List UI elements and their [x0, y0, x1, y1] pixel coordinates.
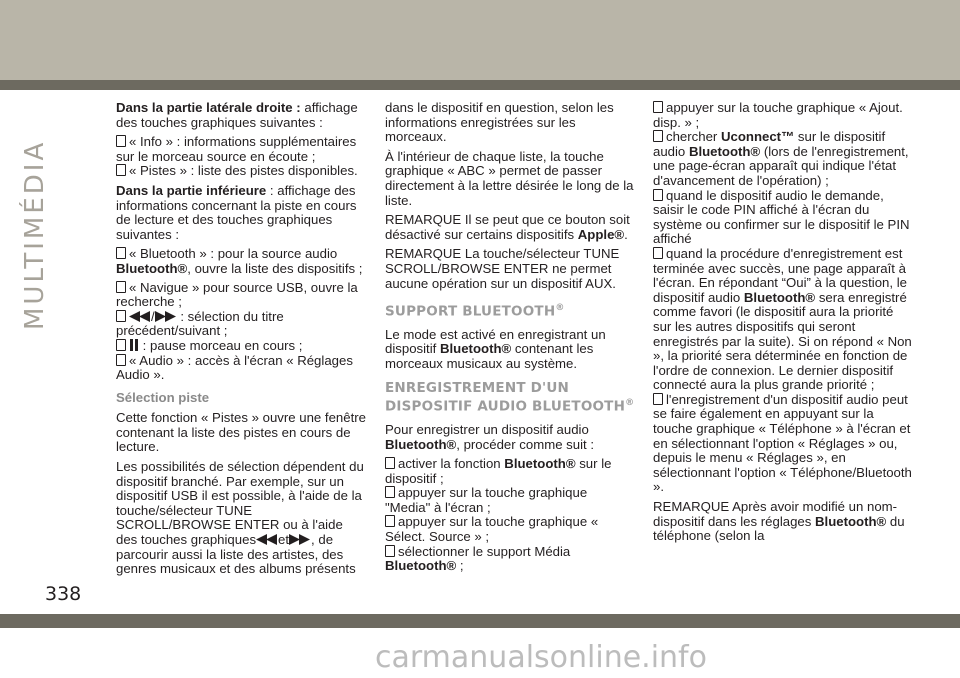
paragraph-bottom-part — [116, 184, 366, 242]
paragraph — [116, 460, 366, 577]
bullet-item — [385, 486, 635, 515]
bold-term: Bluetooth® — [116, 260, 188, 276]
bullet-item — [116, 247, 366, 276]
bullet-text: sur le dispositif audio — [653, 129, 886, 159]
checkbox-bullet-icon — [385, 457, 395, 469]
next-track-icon — [289, 534, 311, 545]
checkbox-bullet-icon — [653, 247, 663, 259]
paragraph — [385, 328, 635, 372]
paragraph: À l'intérieur de chaque liste, la touche graphique « ABC » permet de passer directement à la lettre désirée le long de la liste. — [385, 148, 634, 208]
bold-term: Uconnect™ — [720, 129, 795, 145]
paragraph-right-side — [116, 101, 366, 130]
header-band — [0, 0, 960, 90]
checkbox-bullet-icon — [116, 339, 126, 351]
column-1 — [116, 101, 366, 582]
paragraph-text: Le mode est activé en enregistrant un dispositif — [385, 326, 606, 357]
bullet-item — [653, 130, 913, 188]
pause-icon — [129, 339, 139, 351]
checkbox-bullet-icon — [653, 101, 663, 113]
registered-mark: ® — [625, 398, 635, 409]
bullet-item — [385, 515, 635, 544]
bold-lead: Dans la partie inférieure — [116, 182, 267, 198]
bullet-text: chercher — [666, 129, 721, 145]
bullet-text: « Info » : informations supplémentaires sur le morceau source en écoute ; — [116, 134, 357, 164]
bold-term: Bluetooth® — [439, 341, 512, 357]
page-number: 338 — [45, 583, 82, 605]
bullet-text: ; — [456, 558, 464, 574]
checkbox-bullet-icon — [116, 354, 126, 366]
paragraph-text: , procéder comme suit : — [456, 436, 595, 452]
bullet-text: appuyer sur la touche graphique "Media" à l'écran ; — [385, 485, 588, 515]
conjunction-text: et — [278, 532, 290, 548]
next-track-icon — [155, 311, 177, 322]
bold-term: Apple® — [577, 226, 625, 242]
paragraph-text: Les possibilités de sélection dépendent du dispositif branché. Par exemple, sur un dispositif USB il est possible, à l'aide de la touche/sélecteur TUNE SCROLL/BROWSE ENTER ou à l'aide des touches graphiques — [116, 459, 364, 548]
bullet-text: sur le dispositif ; — [385, 456, 612, 486]
paragraph-note: REMARQUE La touche/sélecteur TUNE SCROLL/BROWSE ENTER ne permet aucune opération sur un dispositif AUX. — [385, 246, 620, 291]
registered-mark: ® — [555, 303, 565, 314]
bullet-text: sélectionner le support Média — [398, 543, 571, 559]
bullet-item — [116, 310, 366, 339]
bullet-item — [116, 354, 366, 383]
bullet-text: : sélection du titre précédent/suivant ; — [116, 308, 284, 339]
bullet-text: « Audio » : accès à l'écran « Réglages Audio ». — [116, 352, 353, 383]
bullet-text: quand la procédure d'enregistrement est terminée avec succès, une page apparaît à l'écran. En répondant “Oui” à la question, le dispositif audio — [653, 245, 907, 305]
footer-band — [0, 614, 960, 628]
bullet-item — [116, 339, 366, 354]
header-band-dark-stripe — [0, 80, 960, 90]
paragraph-text: . — [624, 226, 628, 242]
bullet-text: quand le dispositif audio le demande, saisir le code PIN affiché à l'écran du système ou confirmer sur le dispositif le PIN affiché — [653, 187, 910, 247]
heading-register-bluetooth-device — [385, 381, 635, 415]
column-3 — [653, 101, 913, 549]
checkbox-bullet-icon — [116, 281, 126, 293]
bold-term: Bluetooth® — [688, 143, 761, 159]
paragraph-note — [385, 213, 635, 242]
bullet-text: « Bluetooth » : pour la source audio — [129, 246, 338, 262]
bold-term: Bluetooth® — [385, 436, 457, 452]
checkbox-bullet-icon — [653, 189, 663, 201]
heading-text: SUPPORT BLUETOOTH — [385, 303, 556, 320]
paragraph-text: REMARQUE Après avoir modifié un nom-dispositif dans les réglages — [653, 499, 898, 529]
watermark: carmanualsonline.info — [375, 640, 707, 675]
paragraph-text: Pour enregistrer un dispositif audio — [385, 421, 589, 437]
checkbox-bullet-icon — [385, 515, 395, 527]
heading-text: DISPOSITIF AUDIO BLUETOOTH — [385, 398, 626, 415]
bullet-item — [116, 164, 366, 179]
paragraph-text: , de parcourir aussi la liste des artistes, des genres musicaux et des albums présents — [116, 532, 356, 577]
bullet-text: (lors de l'enregistrement, une page-écran apparaît qui indique l'état d'avancement de l'opération) ; — [653, 143, 909, 188]
heading-track-selection: Sélection piste — [116, 389, 210, 405]
checkbox-bullet-icon — [653, 130, 663, 142]
bullet-item — [385, 545, 635, 574]
paragraph-text: affichage des touches graphiques suivantes : — [116, 100, 358, 130]
previous-track-icon — [256, 534, 278, 545]
checkbox-bullet-icon — [385, 486, 395, 498]
column-2 — [385, 101, 635, 574]
paragraph-text: : affichage des informations concernant la piste en cours de lecture et des touches graphiques suivantes : — [116, 182, 357, 242]
bullet-text: sera enregistré comme favori (le dispositif aura la priorité sur les autres dispositifs qui seront enregistrés par la suite). Si on répond « Non », la priorité sera déterminée en fonction de l'ordre de connexion. Le dernier dispositif connecté aura la plus grande priorité ; — [653, 289, 912, 393]
bullet-text: appuyer sur la touche graphique « Ajout. disp. » ; — [653, 100, 903, 130]
bullet-item — [653, 393, 913, 495]
bullet-text: l'enregistrement d'un dispositif audio peut se faire également en appuyant sur la touche graphique « Téléphone » à l'écran et en sélectionnant l'option « Réglages » ou, depuis le menu « Réglages », en sélectionnant l'option « Téléphone/Bluetooth ». — [653, 391, 912, 495]
bold-term: Bluetooth® — [743, 289, 816, 305]
bullet-item — [653, 189, 913, 247]
bullet-item — [116, 281, 366, 310]
bullet-item — [385, 457, 635, 486]
bullet-text: « Pistes » : liste des pistes disponibles. — [129, 163, 358, 179]
heading-support-bluetooth — [385, 301, 635, 320]
bold-term: Bluetooth® — [815, 513, 887, 529]
bullet-item — [653, 101, 913, 130]
checkbox-bullet-icon — [116, 247, 126, 259]
checkbox-bullet-icon — [116, 310, 126, 322]
bullet-item — [653, 247, 913, 393]
bold-lead: Dans la partie latérale droite : — [116, 100, 301, 115]
heading-text: ENREGISTREMENT D'UN — [385, 380, 570, 397]
bullet-text: « Navigue » pour source USB, ouvre la recherche ; — [116, 279, 358, 310]
paragraph-text: du téléphone (selon la — [653, 513, 905, 544]
previous-track-icon — [129, 311, 151, 322]
bullet-text: : pause morceau en cours ; — [139, 337, 303, 353]
bold-term: Bluetooth® — [504, 456, 576, 472]
paragraph: Cette fonction « Pistes » ouvre une fenêtre contenant la liste des pistes en cours de lecture. — [116, 410, 366, 455]
paragraph: dans le dispositif en question, selon les informations enregistrées sur les morceaux. — [385, 100, 614, 145]
bold-term: Bluetooth® — [385, 558, 457, 574]
paragraph-text: contenant les morceaux musicaux au système. — [385, 341, 594, 371]
section-side-label: MULTIMÉDIA — [20, 139, 50, 330]
paragraph-note — [653, 500, 913, 544]
bullet-item — [116, 135, 366, 164]
bullet-text: activer la fonction — [398, 456, 505, 472]
paragraph — [385, 423, 635, 452]
bullet-text: , ouvre la liste des dispositifs ; — [187, 260, 363, 276]
paragraph-text: REMARQUE Il se peut que ce bouton soit désactivé sur certains dispositifs — [385, 212, 630, 242]
checkbox-bullet-icon — [385, 545, 395, 557]
checkbox-bullet-icon — [116, 164, 126, 176]
checkbox-bullet-icon — [653, 393, 663, 405]
separator-text: / — [151, 308, 155, 324]
checkbox-bullet-icon — [116, 135, 126, 147]
bullet-text: appuyer sur la touche graphique « Sélect. Source » ; — [385, 514, 599, 545]
